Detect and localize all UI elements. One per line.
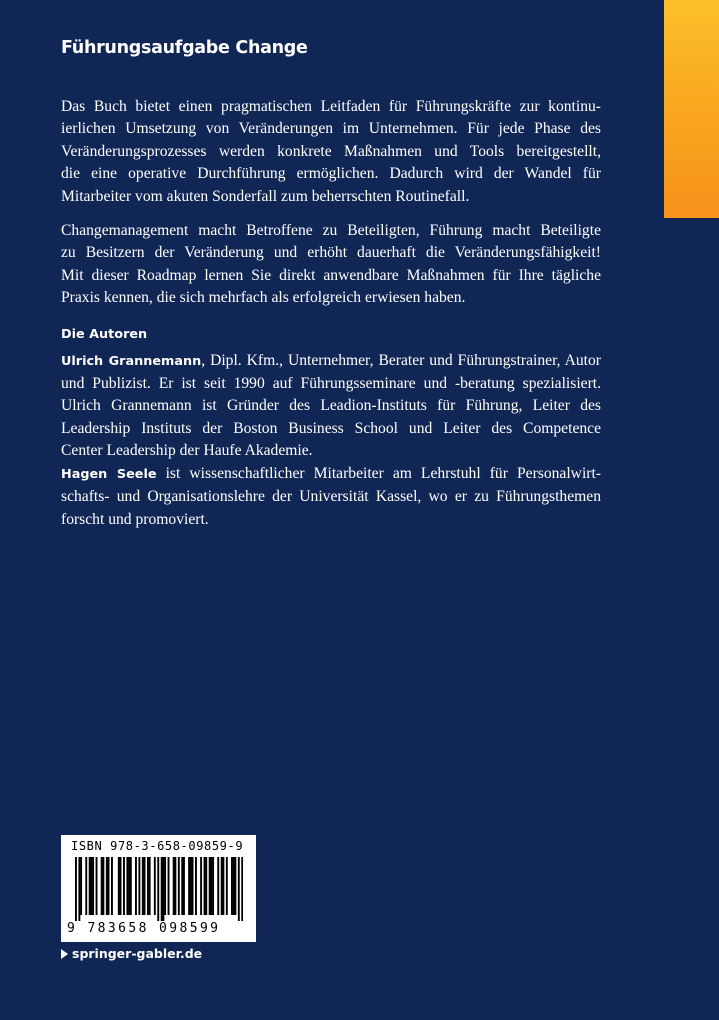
barcode-bar — [210, 857, 212, 915]
barcode-bar — [126, 857, 128, 915]
arrow-right-icon — [61, 949, 68, 959]
back-cover-text — [61, 36, 601, 531]
barcode-bar — [192, 857, 194, 915]
barcode-bar — [101, 857, 103, 915]
text-line: forscht und promoviert. — [61, 510, 209, 528]
barcode-bar — [168, 857, 170, 915]
barcode-bar — [149, 857, 151, 915]
barcode-bars — [75, 857, 243, 921]
barcode-bar — [188, 857, 190, 915]
text-line: Leadership Instituts der Boston Business School und Leiter des Competence — [61, 419, 601, 437]
barcode-bar — [138, 857, 140, 915]
text-line — [61, 350, 601, 373]
text-line: Center Leadership der Haufe Akademie. — [61, 442, 313, 460]
barcode-bar — [221, 857, 223, 915]
barcode-bar — [222, 857, 224, 915]
barcode-bar — [233, 857, 235, 915]
barcode-bar — [96, 857, 98, 915]
text-line: zu Besitzern der Veränderung und erhöht dauerhaft die Veränderungsfähigkeit! — [61, 244, 601, 262]
barcode-bar — [234, 857, 236, 915]
barcode-bar — [173, 857, 175, 915]
barcode-bar — [209, 857, 211, 915]
barcode-bar — [174, 857, 176, 915]
text-line: die eine operative Durchführung ermöglichen. Dadurch wird der Wandel für — [61, 165, 601, 183]
barcode-bar — [212, 857, 214, 915]
barcode-bar — [147, 857, 149, 915]
barcode-bar — [80, 857, 82, 915]
barcode-bar — [190, 857, 192, 915]
barcode-bar — [161, 857, 163, 921]
barcode-bar — [106, 857, 108, 915]
isbn-label: ISBN 978-3-658-09859-9 — [71, 839, 244, 853]
text-line: ierlichen Umsetzung von Veränderungen im Unternehmen. Für jede Phase des — [61, 120, 601, 138]
barcode-bar — [118, 857, 120, 915]
barcode-bar — [135, 857, 137, 915]
author-name: Ulrich Grannemann — [61, 353, 202, 369]
intro-paragraph-2 — [61, 220, 601, 310]
barcode-bar — [89, 857, 91, 915]
isbn-barcode — [61, 835, 256, 942]
barcode-bar — [200, 857, 202, 915]
text-line: und Publizist. Er ist seit 1990 auf Führungsseminare und -beratung spezialisiert. — [61, 375, 601, 393]
barcode-bar — [111, 857, 113, 915]
barcode-bar — [90, 857, 92, 915]
publisher-url: springer-gabler.de — [72, 946, 203, 961]
barcode-bar — [92, 857, 94, 915]
barcode-bar — [164, 857, 166, 915]
text-fragment: ist wissenschaftlicher Mitarbeiter am Lehrstuhl für Personalwirt- — [156, 464, 601, 482]
barcode-bar — [123, 857, 125, 915]
barcode-bar — [181, 857, 183, 915]
barcode-bar — [128, 857, 130, 915]
barcode-bar — [162, 857, 164, 921]
barcode-bar — [178, 857, 180, 915]
barcode-bar — [78, 857, 80, 921]
barcode-bar — [157, 857, 159, 921]
text-line: Changemanagement macht Betroffene zu Beteiligten, Führung macht Beteiligte — [61, 222, 601, 240]
barcode-bar — [130, 857, 132, 915]
author-name: Hagen Seele — [61, 466, 157, 482]
barcode-bar — [144, 857, 146, 915]
text-line: Veränderungsprozesses werden konkrete Maßnahmen und Tools bereitgestellt, — [61, 142, 601, 160]
text-line: schafts- und Organisationslehre der Universität Kassel, wo er zu Führungsthemen — [61, 488, 601, 506]
text-line: Praxis kennen, die sich mehrfach als erfolgreich erwiesen haben. — [61, 289, 466, 307]
barcode-bar — [195, 857, 197, 915]
barcode-digits: 9 783658 098599 — [67, 921, 221, 936]
publisher-link[interactable] — [61, 946, 202, 961]
text-line: Das Buch bietet einen pragmatischen Leitfaden für Führungskräfte zur kontinu- — [61, 98, 601, 115]
barcode-bar — [142, 857, 144, 915]
barcode-bar — [108, 857, 110, 915]
barcode-bar — [231, 857, 233, 915]
text-line: Ulrich Grannemann ist Gründer des Leadion-Instituts für Führung, Leiter des — [61, 397, 601, 415]
text-line: Mitarbeiter vom akuten Sonderfall zum beherrschten Routinefall. — [61, 187, 470, 205]
orange-accent-bar — [664, 0, 719, 218]
barcode-bar — [154, 857, 156, 915]
barcode-bar — [102, 857, 104, 915]
barcode-bar — [238, 857, 240, 921]
barcode-bar — [241, 857, 243, 921]
author-bio-seele — [61, 463, 601, 531]
text-line: Mit dieser Roadmap lernen Sie direkt anwendbare Maßnahmen für Ihre tägliche — [61, 266, 601, 284]
barcode-bar — [85, 857, 87, 915]
barcode-bar — [226, 857, 228, 915]
barcode-bar — [217, 857, 219, 915]
text-fragment: , Dipl. Kfm., Unternehmer, Berater und Führungstrainer, Autor — [201, 351, 602, 369]
barcode-bar — [75, 857, 77, 921]
authors-heading: Die Autoren — [61, 326, 148, 342]
barcode-bar — [204, 857, 206, 915]
intro-paragraph-1 — [61, 96, 601, 208]
book-title: Führungsaufgabe Change — [61, 38, 308, 58]
text-line — [61, 463, 601, 486]
barcode-bar — [205, 857, 207, 915]
barcode-bar — [120, 857, 122, 915]
barcode-bar — [183, 857, 185, 915]
author-bio-grannemann — [61, 350, 601, 463]
